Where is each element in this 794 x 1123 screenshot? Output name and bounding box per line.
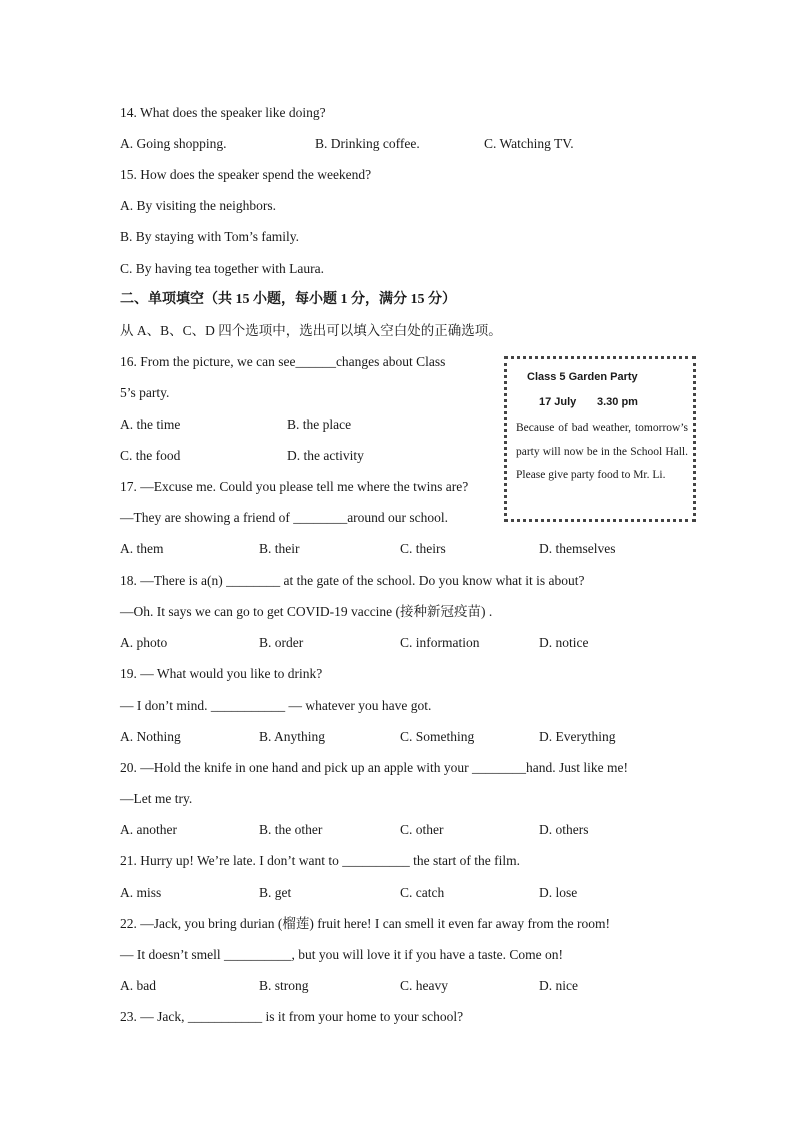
- q20-option-b: B. the other: [259, 822, 323, 837]
- q14-option-c: C. Watching TV.: [484, 136, 574, 151]
- q17-option-b: B. their: [259, 541, 300, 556]
- q15-stem: 15. How does the speaker spend the weekend?: [120, 167, 372, 182]
- q17-option-c: C. theirs: [400, 541, 446, 556]
- q21-option-a: A. miss: [120, 885, 162, 900]
- q14-option-b: B. Drinking coffee.: [315, 136, 420, 151]
- q19-option-a: A. Nothing: [120, 729, 181, 744]
- q16-option-c: C. the food: [120, 448, 181, 463]
- q21-line1: 21. Hurry up! We’re late. I don’t want to __________ the start of the film.: [120, 853, 520, 868]
- q20-option-d: D. others: [539, 822, 589, 837]
- q18-option-d: D. notice: [539, 635, 589, 650]
- q19-option-d: D. Everything: [539, 729, 616, 744]
- q20-option-a: A. another: [120, 822, 177, 837]
- q18-line2: —Oh. It says we can go to get COVID-19 vaccine (接种新冠疫苗) .: [120, 604, 493, 619]
- q14-stem: 14. What does the speaker like doing?: [120, 105, 326, 120]
- q23-line1: 23. — Jack, ___________ is it from your home to your school?: [120, 1009, 464, 1024]
- q22-option-d: D. nice: [539, 978, 578, 993]
- q21-option-b: B. get: [259, 885, 292, 900]
- q19-line2: — I don’t mind. ___________ — whatever you have got.: [120, 698, 432, 713]
- q16-stem-line1: 16. From the picture, we can see______changes about Class: [120, 354, 446, 369]
- q15-option-a: A. By visiting the neighbors.: [120, 198, 276, 213]
- q19-line1: 19. — What would you like to drink?: [120, 666, 323, 681]
- q21-option-d: D. lose: [539, 885, 578, 900]
- q19-option-c: C. Something: [400, 729, 475, 744]
- q18-option-b: B. order: [259, 635, 304, 650]
- section-instruction: 从 A、B、C、D 四个选项中，选出可以填入空白处的正确选项。: [120, 323, 502, 338]
- q20-option-c: C. other: [400, 822, 444, 837]
- q22-option-c: C. heavy: [400, 978, 448, 993]
- q16-stem-line2: 5’s party.: [120, 385, 170, 400]
- notice-date: 17 July: [539, 396, 577, 408]
- q20-line1: 20. —Hold the knife in one hand and pick up an apple with your ________hand. Just like me!: [120, 760, 629, 775]
- q20-line2: —Let me try.: [120, 791, 193, 806]
- q21-option-c: C. catch: [400, 885, 445, 900]
- notice-time: 3.30 pm: [597, 396, 638, 408]
- q22-option-b: B. strong: [259, 978, 309, 993]
- q17-option-d: D. themselves: [539, 541, 616, 556]
- notice-title: Class 5 Garden Party: [527, 371, 638, 383]
- section-heading: 二、单项填空（共 15 小题，每小题 1 分，满分 15 分）: [120, 292, 456, 307]
- q18-option-c: C. information: [400, 635, 480, 650]
- q17-line1: 17. —Excuse me. Could you please tell me where the twins are?: [120, 479, 469, 494]
- notice-body: Because of bad weather, tomorrow’s party will now be in the School Hall. Please give party food to Mr. Li.: [516, 422, 688, 481]
- q18-line1: 18. —There is a(n) ________ at the gate of the school. Do you know what it is about?: [120, 573, 585, 588]
- q16-option-d: D. the activity: [287, 448, 364, 463]
- q16-option-a: A. the time: [120, 417, 181, 432]
- q18-option-a: A. photo: [120, 635, 168, 650]
- q17-line2: —They are showing a friend of ________around our school.: [120, 510, 449, 525]
- party-notice-box: [504, 356, 696, 522]
- q15-option-b: B. By staying with Tom’s family.: [120, 229, 300, 244]
- q19-option-b: B. Anything: [259, 729, 326, 744]
- q22-line2: — It doesn’t smell __________, but you will love it if you have a taste. Come on!: [120, 947, 563, 962]
- q14-option-a: A. Going shopping.: [120, 136, 227, 151]
- q16-option-b: B. the place: [287, 417, 352, 432]
- q15-option-c: C. By having tea together with Laura.: [120, 261, 324, 276]
- q17-option-a: A. them: [120, 541, 164, 556]
- q22-line1: 22. —Jack, you bring durian (榴莲) fruit here! I can smell it even far away from the room!: [120, 916, 610, 931]
- q22-option-a: A. bad: [120, 978, 156, 993]
